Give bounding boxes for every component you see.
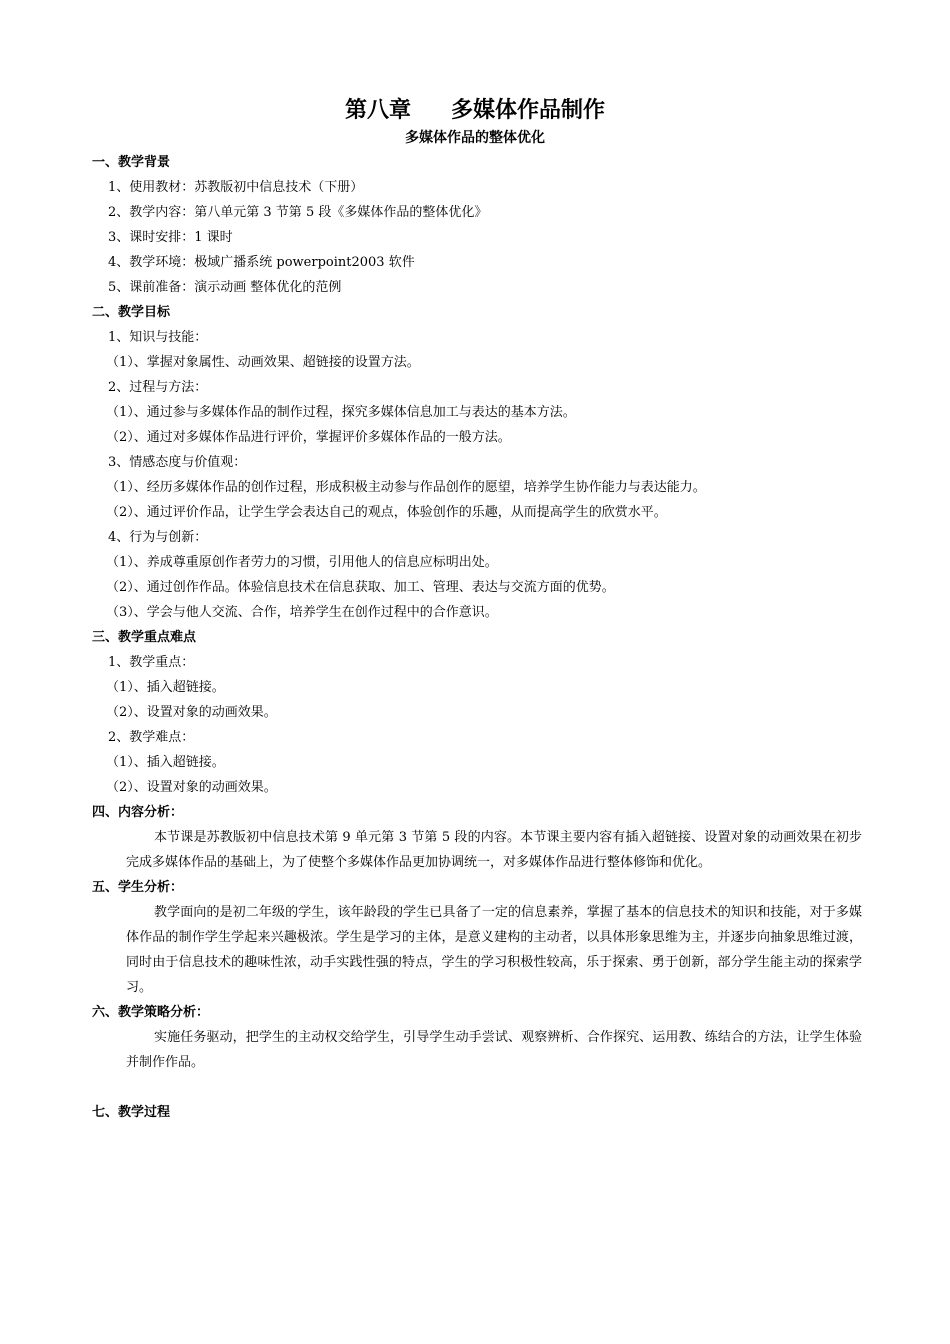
list-item: （2）、设置对象的动画效果。 [106,780,277,795]
list-item: 4、教学环境：极域广播系统 powerpoint2003 软件 [108,255,415,270]
subheading: 2、教学难点： [108,730,195,745]
paragraph-strategy: 实施任务驱动，把学生的主动权交给学生，引导学生动手尝试、观察辨析、合作探究、运用教、练结合的方法，让学生体验并制作作品。 [126,1030,862,1070]
subheading: 1、知识与技能： [108,330,208,345]
list-item: （1）、插入超链接。 [106,755,225,770]
section-heading-background: 一、教学背景 [92,155,171,170]
paragraph-content-analysis: 本节课是苏教版初中信息技术第 9 单元第 3 节第 5 段的内容。本节课主要内容有插入超链接、设置对象的动画效果在初步完成多媒体作品的基础上，为了使整个多媒体作品更加协调统一，对多媒体作品进行整体修饰和优化。 [126,830,862,870]
section-heading-objectives: 二、教学目标 [92,305,171,320]
list-item: （1）、养成尊重原创作者劳力的习惯，引用他人的信息应标明出处。 [106,555,498,570]
list-item: 1、使用教材：苏教版初中信息技术（下册） [108,180,364,195]
list-item: （1）、掌握对象属性、动画效果、超链接的设置方法。 [106,355,420,370]
list-item: 3、课时安排：1 课时 [108,230,233,245]
list-item: （1）、插入超链接。 [106,680,225,695]
list-item: 5、课前准备：演示动画 整体优化的范例 [108,280,342,295]
document-title [0,96,950,126]
list-item: （2）、通过对多媒体作品进行评价，掌握评价多媒体作品的一般方法。 [106,430,511,445]
section-heading-student-analysis: 五、学生分析： [92,880,184,895]
list-item: （1）、经历多媒体作品的创作过程，形成积极主动参与作品创作的愿望，培养学生协作能力与表达能力。 [106,480,706,495]
document-subtitle: 多媒体作品的整体优化 [405,130,545,146]
chapter-name: 多媒体作品制作 [451,98,606,123]
list-item: （2）、通过创作作品。体验信息技术在信息获取、加工、管理、表达与交流方面的优势。 [106,580,615,595]
list-item: （2）、通过评价作品，让学生学会表达自己的观点，体验创作的乐趣，从而提高学生的欣赏水平。 [106,505,667,520]
paragraph-student-analysis: 教学面向的是初二年级的学生，该年龄段的学生已具备了一定的信息素养，掌握了基本的信息技术的知识和技能，对于多媒体作品的制作学生学起来兴趣极浓。学生是学习的主体，是意义建构的主动者，以具体形象思维为主，并逐步向抽象思维过渡，同时由于信息技术的趣味性浓，动手实践性强的特点，学生的学习积极性较高，乐于探索、勇于创新，部分学生能主动的探索学习。 [126,905,862,995]
subheading: 3、情感态度与价值观： [108,455,247,470]
list-item: （3）、学会与他人交流、合作，培养学生在创作过程中的合作意识。 [106,605,498,620]
section-heading-content-analysis: 四、内容分析： [92,805,184,820]
list-item: 2、教学内容：第八单元第 3 节第 5 段《多媒体作品的整体优化》 [108,205,488,220]
section-heading-process: 七、教学过程 [92,1105,171,1120]
blank-line [92,1075,862,1100]
section-heading-strategy: 六、教学策略分析： [92,1005,210,1020]
subheading: 2、过程与方法： [108,380,208,395]
chapter-label: 第八章 [344,98,411,123]
list-item: （2）、设置对象的动画效果。 [106,705,277,720]
subheading: 4、行为与创新： [108,530,208,545]
subheading: 1、教学重点： [108,655,195,670]
section-heading-key-points: 三、教学重点难点 [92,630,197,645]
list-item: （1）、通过参与多媒体作品的制作过程，探究多媒体信息加工与表达的基本方法。 [106,405,576,420]
document-body [92,150,862,1125]
